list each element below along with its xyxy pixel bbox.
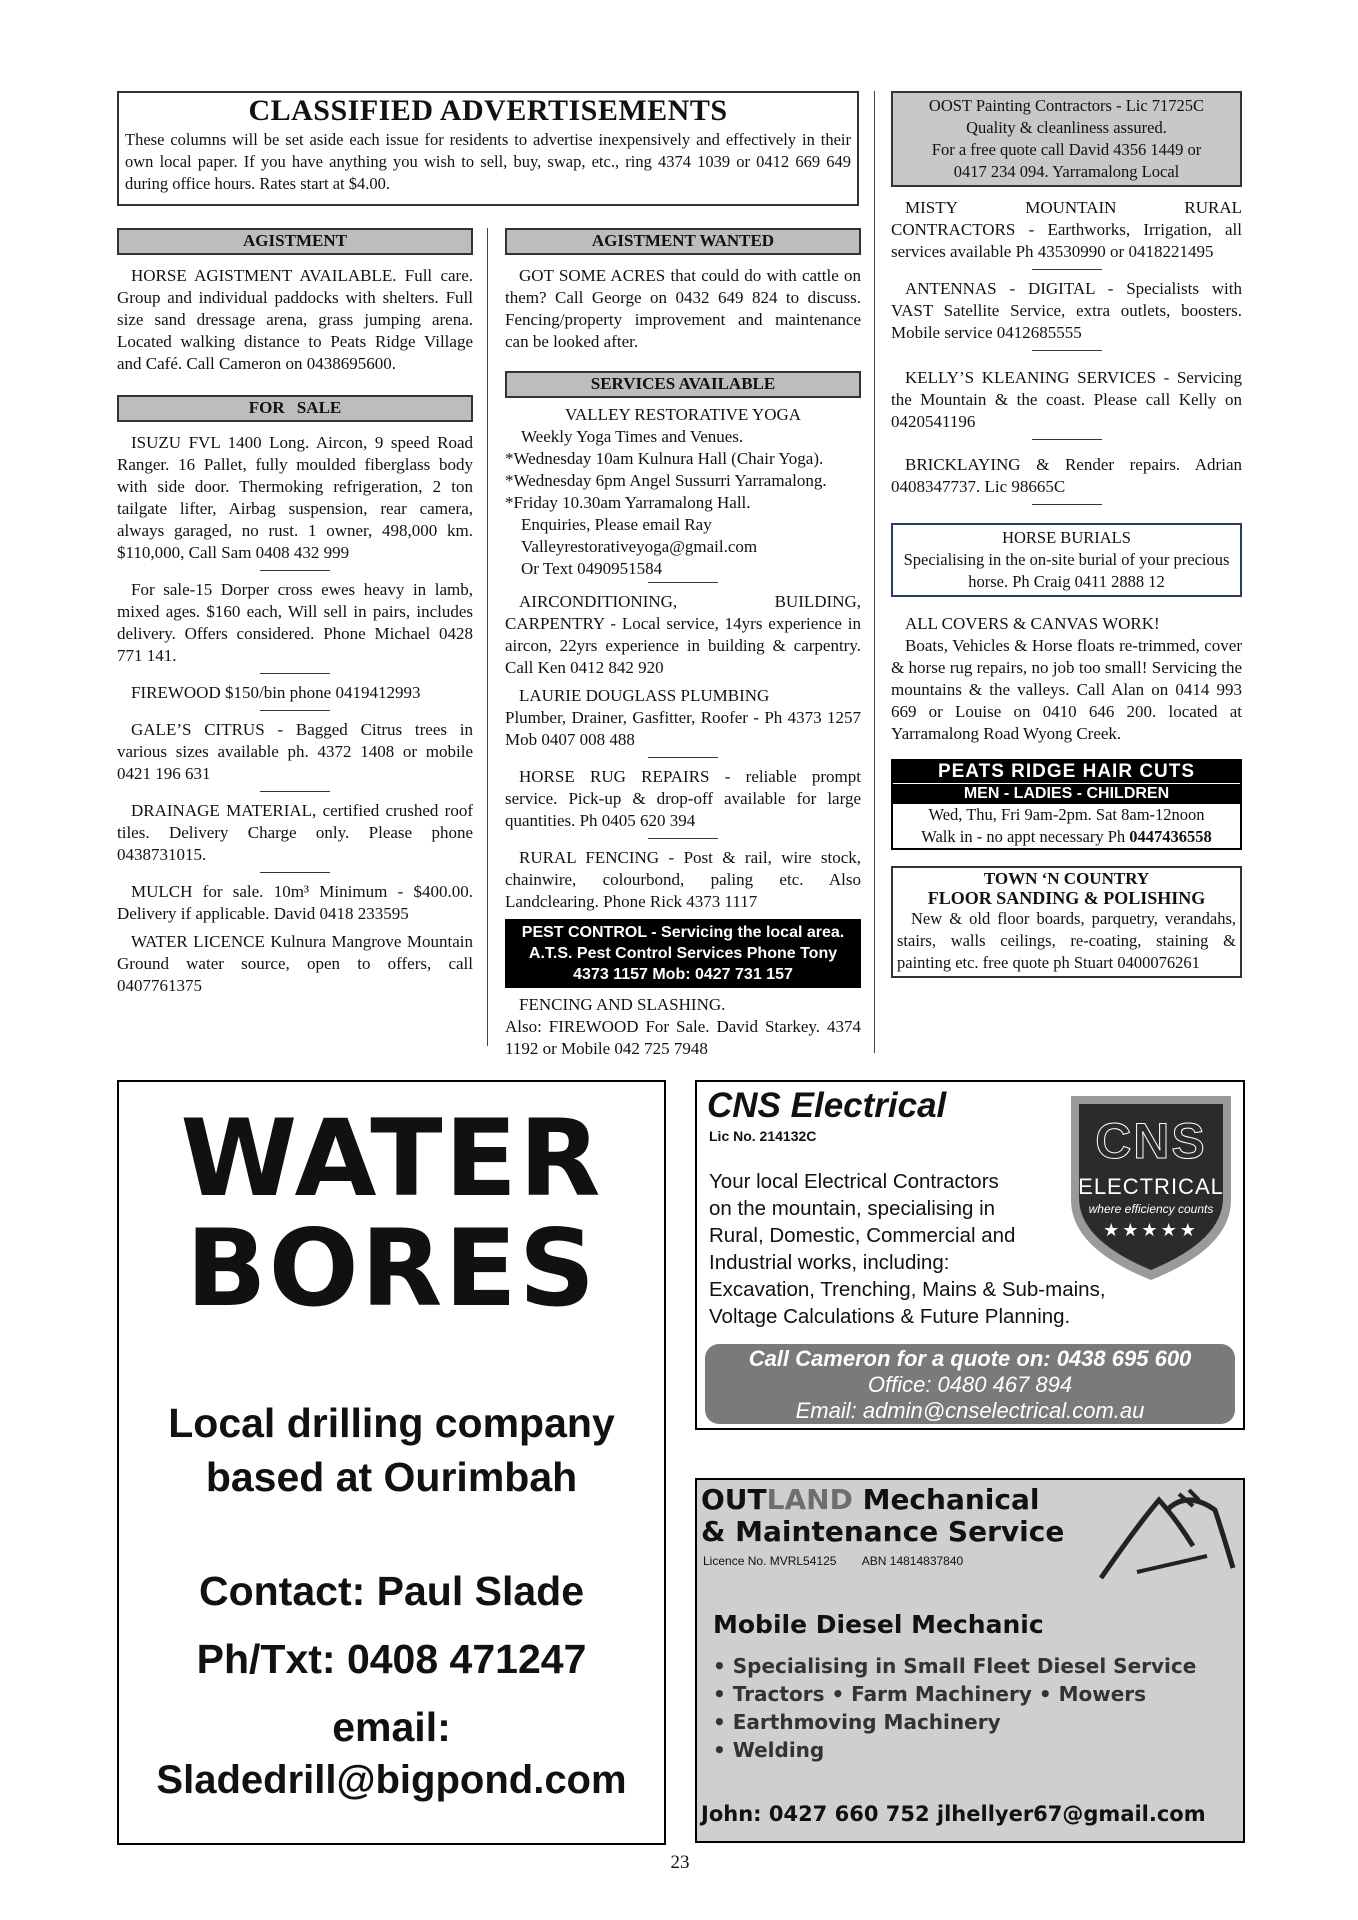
isuzu-ad: ISUZU FVL 1400 Long. Aircon, 9 speed Road Ranger. 16 Pallet, fully moulded fiberglass body with side door. Thermoking refrigeration, 2 ton tailgate lifter, Airbag suspension, rear camera, always garaged, no rust. 1 owner, 498,000 km. $110,000, Call Sam 0408 432 999 (117, 433, 473, 562)
outland-bullets (713, 1652, 1196, 1764)
separator (1032, 504, 1102, 505)
for-sale-heading: FOR SALE (117, 395, 473, 422)
horse-burials-title: HORSE BURIALS (1002, 528, 1131, 547)
cns-call: Call Cameron for a quote on: 0438 695 600 (748, 1346, 1192, 1371)
horse-burials-text: Specialising in the on-site burial of your precious horse. Ph Craig 0411 2888 12 (903, 550, 1230, 591)
yoga-line: Or Text 0490951584 (521, 559, 663, 578)
yoga-line: *Friday 10.30am Yarramalong Hall. (505, 493, 751, 512)
separator (260, 673, 330, 674)
floor-sanding-ad (891, 866, 1242, 978)
cns-office: Office: 0480 467 894 (867, 1372, 1073, 1397)
oost-line: For a free quote call David 4356 1449 or (931, 140, 1202, 159)
outland-title-land: LAND (766, 1483, 853, 1516)
horse-rug-ad: HORSE RUG REPAIRS - reliable prompt service. Pick-up & drop-off available for large quantities. Ph 0405 620 394 (505, 767, 861, 830)
intro-text: These columns will be set aside each issue for residents to advertise inexpensively and effectively in their own local paper. If you have anything you wish to sell, buy, swap, etc., ring 4374 1039 or 0412 669 649 during office hours. Rates start at $4.00. (125, 130, 851, 193)
page-title: CLASSIFIED ADVERTISEMENTS (248, 94, 728, 127)
classifieds-header-box (117, 91, 859, 206)
yoga-line: Enquiries, Please email Ray (521, 515, 712, 534)
citrus-ad: GALE’S CITRUS - Bagged Citrus trees in various sizes available ph. 4372 1408 or mobile 0421 196 631 (117, 720, 473, 783)
separator (648, 757, 718, 758)
fencing-ad: Also: FIREWOOD For Sale. David Starkey. 4374 1192 or Mobile 042 725 7948 (505, 1017, 861, 1058)
oost-line: OOST Painting Contractors - Lic 71725C (928, 96, 1205, 115)
cns-electrical-ad (695, 1080, 1245, 1430)
cns-email: Email: admin@cnselectrical.com.au (795, 1398, 1145, 1423)
oost-line: 0417 234 094. Yarramalong Local (953, 162, 1180, 181)
water-bores-title-1: WATER (180, 1097, 603, 1220)
cns-contact-bar (705, 1344, 1235, 1424)
agistment-wanted-ad: GOT SOME ACRES that could do with cattle on them? Call George on 0432 649 824 to discuss. Fencing/property improvement and maintenance can be looked after. (505, 266, 861, 351)
hair-cuts-ad (891, 759, 1242, 850)
outland-mechanical-ad (695, 1478, 1245, 1843)
dorper-ad: For sale-15 Dorper cross ewes heavy in lamb, mixed ages. $160 each, Will sell in pairs, includes delivery. Offers considered. Phone Michael 0428 771 141. (117, 580, 473, 665)
covers-ad: Boats, Vehicles & Horse floats re-trimmed, cover & horse rug repairs, no job too small! Servicing the mountains & the valleys. Call Alan on 0414 993 669 or Louise on 0410 646 200. located at Yarramalong Road Wyong Creek. (891, 636, 1242, 743)
hair-cuts-phone: 0447436558 (1129, 827, 1212, 846)
separator (260, 570, 330, 571)
yoga-line: Weekly Yoga Times and Venues. (521, 427, 744, 446)
outland-title-mech: Mechanical (852, 1483, 1040, 1516)
cns-desc-line: Your local Electrical Contractors (709, 1170, 999, 1193)
mulch-ad: MULCH for sale. 10m³ Minimum - $400.00. Delivery if applicable. David 0418 233595 (117, 882, 473, 923)
antennas-ad: ANTENNAS - DIGITAL - Specialists with VAST Satellite Service, extra outlets, boosters. Mobile service 0412685555 (891, 279, 1242, 342)
outland-bullet: • Tractors • Farm Machinery • Mowers (713, 1682, 1147, 1706)
cns-logo-text: CNS (1095, 1113, 1207, 1169)
pest-control-ad: PEST CONTROL - Servicing the local area. A.T.S. Pest Control Services Phone Tony 4373 1157 Mob: 0427 731 157 (505, 919, 861, 988)
cns-desc-line: Rural, Domestic, Commercial and (709, 1224, 1016, 1247)
firewood-ad: FIREWOOD $150/bin phone 0419412993 (131, 683, 421, 702)
horse-burials-ad (891, 523, 1242, 597)
yoga-lines (505, 426, 861, 580)
services-heading: SERVICES AVAILABLE (505, 371, 861, 398)
outland-contact: John: 0427 660 752 jlhellyer67@gmail.com (701, 1802, 1206, 1826)
hair-cuts-title: PEATS RIDGE HAIR CUTS (893, 761, 1240, 783)
floor-title-2: FLOOR SANDING & POLISHING (927, 888, 1206, 908)
plumbing-title: LAURIE DOUGLASS PLUMBING (519, 686, 770, 705)
outland-bullet: • Specialising in Small Fleet Diesel Service (713, 1654, 1197, 1678)
yoga-title: VALLEY RESTORATIVE YOGA (564, 405, 802, 424)
drainage-ad: DRAINAGE MATERIAL, certified crushed roof tiles. Delivery Charge only. Please phone 0438731015. (117, 801, 473, 864)
separator (1032, 439, 1102, 440)
outland-licence-no: Licence No. MVRL54125 (703, 1554, 837, 1568)
hair-cuts-subtitle: MEN - LADIES - CHILDREN (893, 783, 1240, 804)
floor-text: New & old floor boards, parquetry, verandahs, stairs, walls ceilings, re-coating, staining & painting etc. free quote ph Stuart 0400076261 (897, 909, 1236, 972)
yoga-email: Valleyrestorativeyoga@gmail.com (521, 537, 758, 556)
separator (648, 838, 718, 839)
agistment-ad: HORSE AGISTMENT AVAILABLE. Full care. Group and individual paddocks with shelters. Full size sand dressage arena, grass jumping arena. Located walking distance to Peats Ridge Village and Café. Call Cameron on 0438695600. (117, 266, 473, 373)
outland-bullet: • Welding (713, 1738, 825, 1762)
outland-title (701, 1484, 1039, 1516)
outland-abn: ABN 14814837840 (861, 1554, 964, 1568)
outland-licence (703, 1554, 963, 1568)
covers-title: ALL COVERS & CANVAS WORK! (905, 614, 1160, 633)
rural-fencing-ad: RURAL FENCING - Post & rail, wire stock, chainwire, colourbond, paling etc. Also Landclearing. Phone Rick 4373 1117 (505, 848, 861, 911)
separator (260, 791, 330, 792)
agistment-heading: AGISTMENT (117, 228, 473, 255)
cns-desc (709, 1168, 1106, 1330)
water-bores-phone: Ph/Txt: 0408 471247 (196, 1636, 587, 1682)
water-bores-title-2: BORES (185, 1207, 598, 1330)
separator (260, 710, 330, 711)
mountain-logo-icon (1097, 1486, 1237, 1586)
column-1 (117, 228, 473, 1003)
cns-licence: Lic No. 214132C (709, 1128, 817, 1144)
water-bores-email: Sladedrill@bigpond.com (156, 1758, 627, 1802)
column-divider-2 (874, 91, 875, 1053)
column-2 (505, 228, 861, 1060)
outland-title-line2: & Maintenance Service (701, 1515, 1065, 1548)
floor-title-1: TOWN ‘N COUNTRY (983, 869, 1150, 888)
hair-cuts-walkin-text: Walk in - no appt necessary Ph (921, 827, 1130, 846)
aircon-ad: AIRCONDITIONING, BUILDING, CARPENTRY - Local service, 14yrs experience in aircon, 22yrs experience in building & carpentry. Call Ken 0412 842 920 (505, 592, 861, 677)
kellys-kleaning-ad: KELLY’S KLEANING SERVICES - Servicing the Mountain & the coast. Please call Kelly on 0420541196 (891, 368, 1242, 431)
cns-desc-line: Industrial works, including: (709, 1251, 950, 1274)
water-bores-sub-2: based at Ourimbah (205, 1454, 578, 1500)
separator (1032, 350, 1102, 351)
cns-desc-line: Voltage Calculations & Future Planning. (709, 1305, 1071, 1328)
cns-desc-line: on the mountain, specialising in (709, 1197, 996, 1220)
oost-painting-ad (891, 91, 1242, 187)
water-bores-ad (117, 1080, 666, 1845)
yoga-line: *Wednesday 6pm Angel Sussurri Yarramalong. (505, 471, 827, 490)
hair-cuts-walkin (893, 826, 1240, 848)
cns-stars-icon: ★★★★★ (1103, 1220, 1199, 1240)
water-bores-email-label: email: (332, 1704, 451, 1750)
water-bores-contact: Contact: Paul Slade (198, 1568, 584, 1614)
separator (1032, 269, 1102, 270)
outland-heading: Mobile Diesel Mechanic (713, 1610, 1044, 1639)
hair-cuts-hours: Wed, Thu, Fri 9am-2pm. Sat 8am-12noon (928, 805, 1205, 824)
cns-logo-sub: ELECTRICAL (1078, 1174, 1224, 1199)
oost-line: Quality & cleanliness assured. (966, 118, 1167, 137)
water-bores-sub-1: Local drilling company (168, 1400, 615, 1446)
yoga-line: *Wednesday 10am Kulnura Hall (Chair Yoga). (505, 449, 824, 468)
fencing-title: FENCING AND SLASHING. (519, 995, 726, 1014)
cns-logo-tagline: where efficiency counts (1088, 1202, 1214, 1216)
bricklaying-ad: BRICKLAYING & Render repairs. Adrian 0408347737. Lic 98665C (891, 455, 1242, 496)
agistment-wanted-heading: AGISTMENT WANTED (505, 228, 861, 255)
outland-title-out: OUT (701, 1483, 767, 1516)
separator (648, 582, 718, 583)
outland-bullet: • Earthmoving Machinery (713, 1710, 1001, 1734)
separator (260, 872, 330, 873)
cns-title: CNS Electrical (707, 1086, 947, 1125)
page-number: 23 (670, 1852, 690, 1873)
column-3 (891, 91, 1242, 978)
column-divider-1 (487, 228, 488, 1046)
cns-logo (1063, 1088, 1239, 1284)
misty-mountain-ad: MISTY MOUNTAIN RURAL CONTRACTORS - Earthworks, Irrigation, all services available Ph 43530990 or 0418221495 (891, 198, 1242, 261)
plumbing-ad: Plumber, Drainer, Gasfitter, Roofer - Ph 4373 1257 Mob 0407 008 488 (505, 708, 861, 749)
water-licence-ad: WATER LICENCE Kulnura Mangrove Mountain Ground water source, open to offers, call 0407761375 (117, 932, 473, 995)
cns-desc-line: Excavation, Trenching, Mains & Sub-mains, (709, 1278, 1106, 1301)
